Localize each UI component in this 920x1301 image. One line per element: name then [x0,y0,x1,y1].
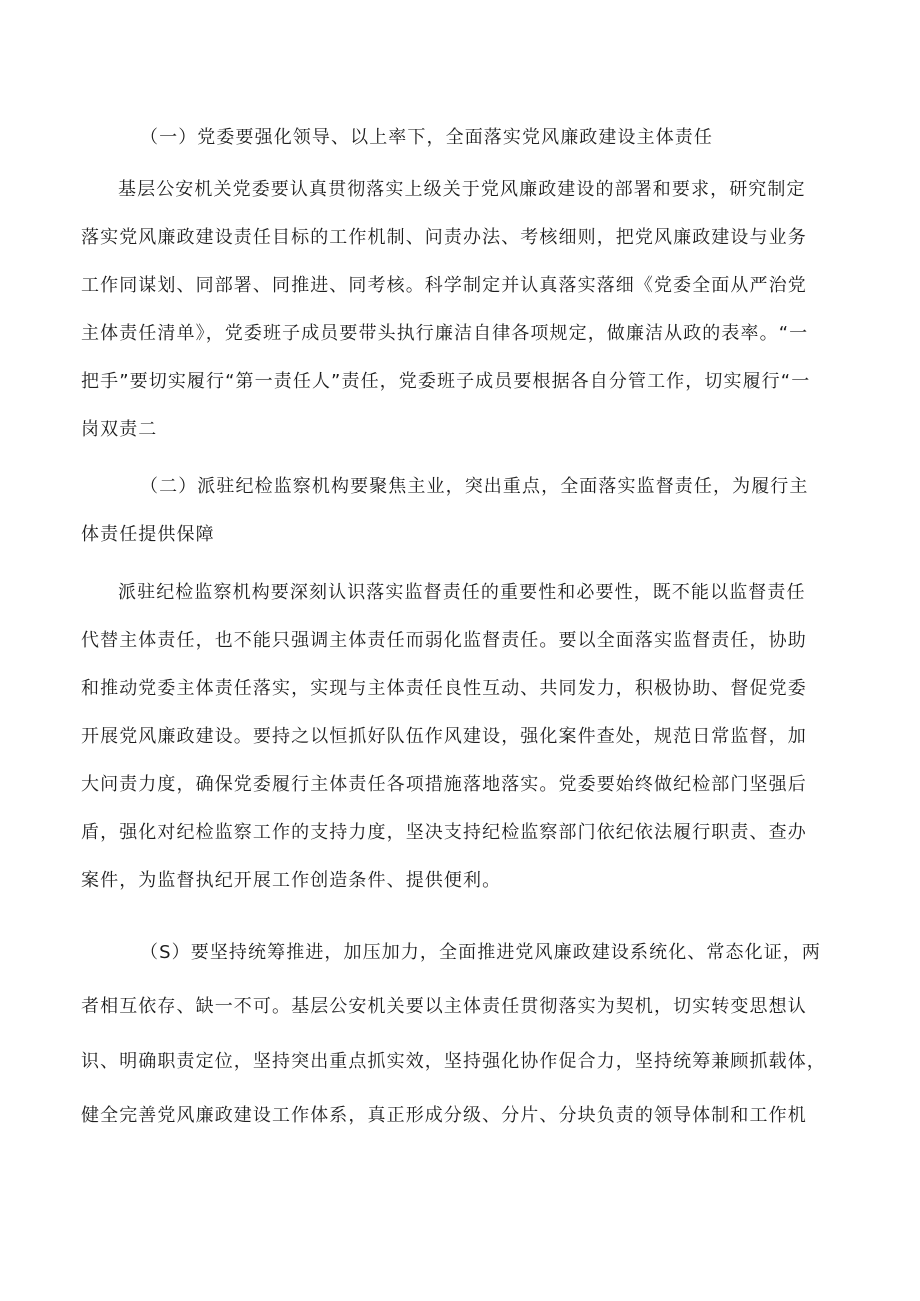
section2-paragraph-line: 开展党风廉政建设。要持之以恒抓好队伍作风建设，强化案件查处，规范日常监督，加 [81,726,807,747]
section1-paragraph-line: 基层公安机关党委要认真贯彻落实上级关于党风廉政建设的部署和要求，研究制定 [118,179,806,200]
section1-heading: （一）党委要强化领导、以上率下，全面落实党风廉政建设主体责任 [140,127,713,148]
section3-line: 识、明确职责定位，坚持突出重点抓实效，坚持强化协作促合力，坚持统筹兼顾抓载体， [81,1051,826,1072]
section1-paragraph-line: 工作同谋划、同部署、同推进、同考核。科学制定并认真落实落细《党委全面从严治党 [81,275,807,296]
section3-line: （S）要坚持统筹推进，加压加力，全面推进党风廉政建设系统化、常态化证，两 [140,942,822,963]
section2-paragraph-line: 派驻纪检监察机构要深刻认识落实监督责任的重要性和必要性，既不能以监督责任 [118,582,806,603]
section3-line: 健全完善党风廉政建设工作体系，真正形成分级、分片、分块负责的领导体制和工作机 [81,1105,807,1126]
section2-heading-line: 体责任提供保障 [81,524,215,545]
section2-paragraph-line: 大问责力度，确保党委履行主体责任各项措施落地落实。党委要始终做纪检部门坚强后 [81,774,807,795]
section1-paragraph-line: 岗双责二 [81,419,158,440]
section1-paragraph-line: 主体责任清单》，党委班子成员要带头执行廉洁自律各项规定，做廉洁从政的表率。“一 [81,323,809,344]
section2-paragraph-line: 案件，为监督执纪开展工作创造条件、提供便利。 [81,870,502,891]
section2-heading-line: （二）派驻纪检监察机构要聚焦主业，突出重点，全面落实监督责任，为履行主 [140,476,809,497]
section2-paragraph-line: 代替主体责任，也不能只强调主体责任而弱化监督责任。要以全面落实监督责任，协助 [81,630,807,651]
section1-paragraph-line: 把手”要切实履行“第一责任人”责任，党委班子成员要根据各自分管工作，切实履行“一 [81,371,811,392]
section1-paragraph-line: 落实党风廉政建设责任目标的工作机制、问责办法、考核细则，把党风廉政建设与业务 [81,227,807,248]
section3-line: 者相互依存、缺一不可。基层公安机关要以主体责任贯彻落实为契机，切实转变思想认 [81,996,807,1017]
section2-paragraph-line: 和推动党委主体责任落实，实现与主体责任良性互动、共同发力，积极协助、督促党委 [81,678,807,699]
section2-paragraph-line: 盾，强化对纪检监察工作的支持力度，坚决支持纪检监察部门依纪依法履行职责、查办 [81,822,807,843]
